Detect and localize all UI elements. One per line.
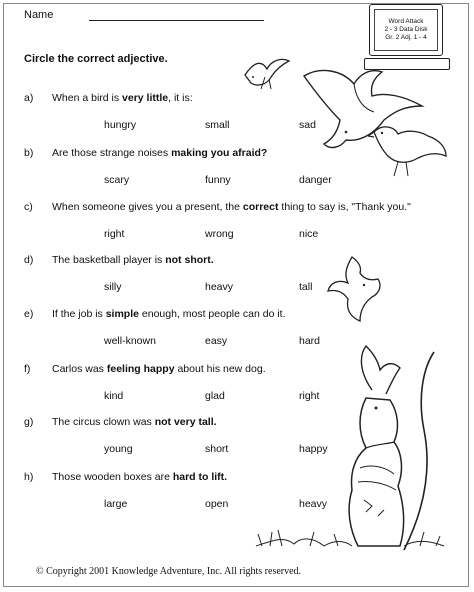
question-text: [52, 471, 227, 483]
answer-option[interactable]: kind: [104, 390, 124, 402]
question-letter: c): [24, 201, 33, 213]
answer-option[interactable]: hungry: [104, 119, 137, 131]
answer-option[interactable]: nice: [299, 228, 319, 240]
question-text: [52, 363, 266, 375]
question-a: [24, 92, 193, 104]
answer-option[interactable]: heavy: [205, 281, 234, 293]
question-key-phrase: correct: [242, 201, 279, 213]
question-text-part: Carlos was: [52, 363, 107, 375]
question-text-part: Those wooden boxes are: [52, 471, 173, 483]
question-key-phrase: simple: [105, 308, 139, 320]
question-text: [52, 254, 214, 266]
answer-option[interactable]: large: [104, 498, 128, 510]
question-letter: e): [24, 308, 34, 320]
question-text: [52, 416, 217, 428]
badge-line-1: Word Attack: [388, 18, 424, 25]
question-key-phrase: not very tall.: [154, 416, 217, 428]
copyright-footer: © Copyright 2001 Knowledge Adventure, Inc. All rights reserved.: [36, 566, 302, 577]
answer-option[interactable]: tall: [299, 281, 313, 293]
question-text-part: The basketball player is: [52, 254, 166, 266]
question-key-phrase: feeling happy: [106, 363, 175, 375]
question-letter: d): [24, 254, 34, 266]
flying-bird-illustration: [326, 255, 384, 323]
question-c: [24, 201, 411, 213]
answer-option[interactable]: happy: [299, 443, 328, 455]
small-bird-illustration: [243, 55, 293, 93]
question-key-phrase: not short.: [165, 254, 214, 266]
question-text-part: about his new dog.: [174, 363, 266, 375]
answer-option[interactable]: right: [104, 228, 125, 240]
question-b: [24, 147, 267, 159]
question-text: [52, 201, 411, 213]
answer-option[interactable]: heavy: [299, 498, 328, 510]
question-key-phrase: hard to lift.: [172, 471, 228, 483]
answer-option[interactable]: short: [205, 443, 229, 455]
question-text-part: Are those strange noises: [52, 147, 172, 159]
answer-option[interactable]: open: [205, 498, 229, 510]
question-text-part: The circus clown was: [52, 416, 155, 428]
answer-option[interactable]: sad: [299, 119, 316, 131]
question-text-part: enough, most people can do it.: [138, 308, 286, 320]
answer-option[interactable]: well-known: [104, 335, 156, 347]
answer-option[interactable]: scary: [104, 174, 130, 186]
name-line: [89, 20, 264, 21]
badge-line-3: Gr. 2 Adj. 1 - 4: [385, 34, 427, 41]
answer-option[interactable]: small: [205, 119, 230, 131]
question-d: [24, 254, 214, 266]
answer-option[interactable]: glad: [205, 390, 225, 402]
answer-option[interactable]: hard: [299, 335, 321, 347]
answer-option[interactable]: wrong: [205, 228, 234, 240]
question-text-part: , it is:: [168, 92, 193, 104]
question-f: [24, 363, 266, 375]
question-text: [52, 147, 267, 159]
answer-option[interactable]: danger: [299, 174, 332, 186]
badge-line-2: 2 - 3 Data Disk: [384, 26, 428, 33]
instruction-heading: Circle the correct adjective.: [24, 53, 168, 65]
question-h: [24, 471, 227, 483]
question-letter: h): [24, 471, 34, 483]
question-key-phrase: making you afraid?: [171, 147, 268, 159]
answer-option[interactable]: right: [299, 390, 320, 402]
answer-option[interactable]: easy: [205, 335, 228, 347]
perched-bird-illustration: [368, 120, 450, 178]
answer-option[interactable]: funny: [205, 174, 231, 186]
computer-screen: [369, 4, 443, 56]
question-text-part: When someone gives you a present, the: [52, 201, 243, 213]
question-e: [24, 308, 286, 320]
answer-option[interactable]: young: [104, 443, 133, 455]
question-letter: b): [24, 147, 34, 159]
question-text-part: If the job is: [52, 308, 106, 320]
question-text-part: thing to say is, "Thank you.": [278, 201, 411, 213]
question-letter: a): [24, 92, 34, 104]
question-letter: f): [24, 363, 31, 375]
question-text: [52, 308, 286, 320]
question-letter: g): [24, 416, 34, 428]
question-g: [24, 416, 217, 428]
question-key-phrase: very little: [122, 92, 169, 104]
question-text-part: When a bird is: [52, 92, 123, 104]
name-label: Name: [24, 9, 54, 21]
question-text: [52, 92, 193, 104]
mouse-illustration: [254, 340, 448, 556]
answer-option[interactable]: silly: [104, 281, 122, 293]
